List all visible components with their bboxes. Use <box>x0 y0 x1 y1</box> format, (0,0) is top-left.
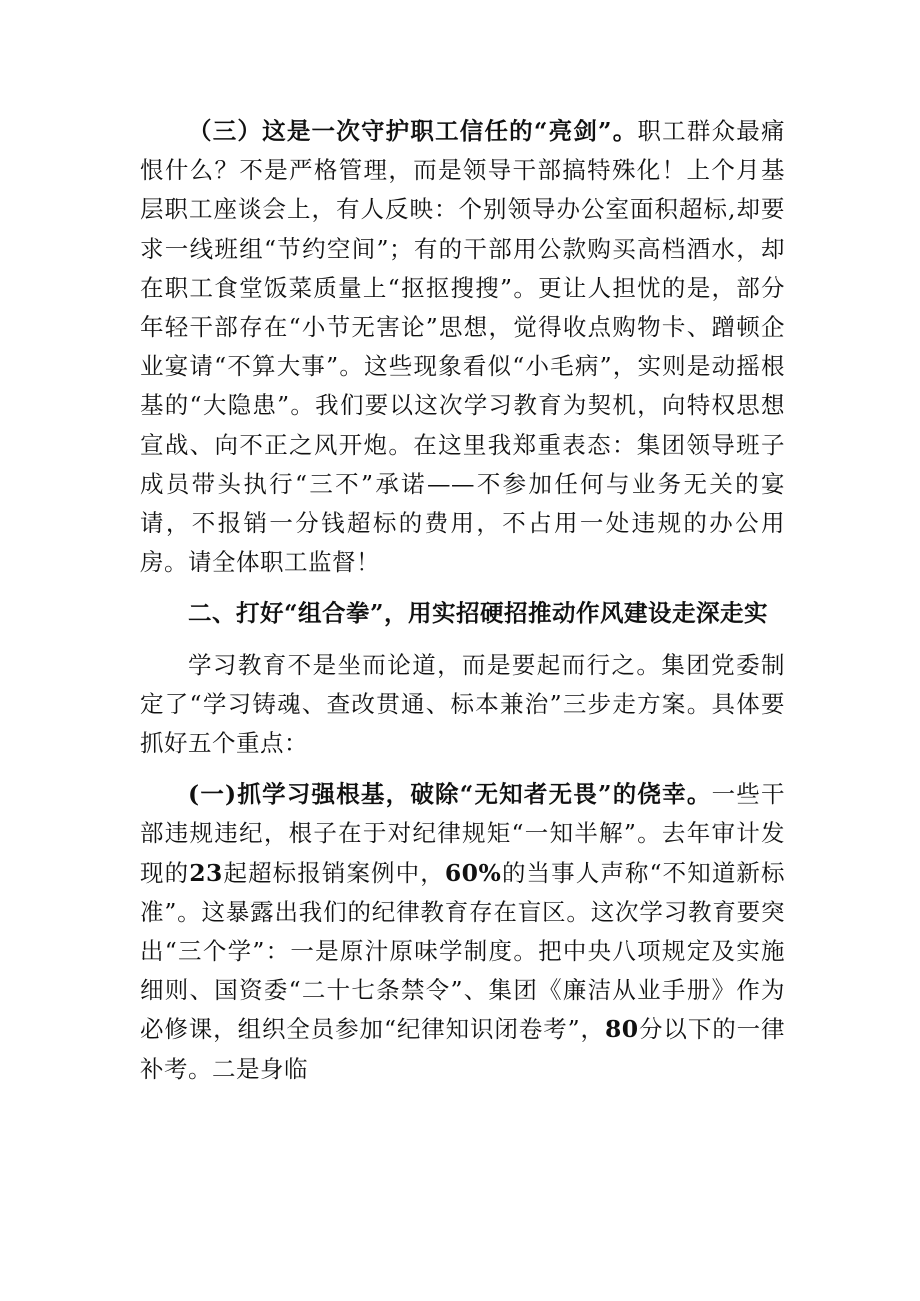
document-page <box>140 112 785 1089</box>
paragraph-gap <box>140 763 785 775</box>
section-three-paragraph <box>140 112 785 582</box>
point-one-body-3: 的当事人声称“不知道新标准”。这暴露出我们的纪律教育存在盲区。这次学习教育要突出“三个学”：一是原汁原味学制度。把中央八项规定及实施细则、国资委“二十七条禁令”、集团《廉洁从业手册》作为必修课，组织全员参加“纪律知识闭卷考”， <box>140 858 786 1044</box>
part-two-intro: 学习教育不是坐而论道，而是要起而行之。集团党委制定了“学习铸魂、查改贯通、标本兼治”三步走方案。具体要抓好五个重点： <box>140 650 785 758</box>
point-one-percent-60: 60% <box>444 858 502 887</box>
section-three-lead: （三）这是一次守护职工信任的“亮剑”。 <box>188 117 638 145</box>
point-one-paragraph <box>140 775 785 1089</box>
point-one-body-1: 一些干部违规违纪，根子在于对纪律规矩“一知半解”。去年审计发现的 <box>140 780 785 887</box>
part-two-heading: 二、打好“组合拳”，用实招硬招推动作风建设走深走实 <box>188 599 769 628</box>
point-one-number-80: 80 <box>604 1015 639 1044</box>
point-one-body-2: 起超标报销案例中， <box>222 858 445 887</box>
point-one-body-4: 分以下的一律补考。二是身临 <box>140 1015 786 1083</box>
point-one-lead: (一)抓学习强根基，破除“无知者无畏”的侥幸。 <box>188 780 712 809</box>
point-one-number-23: 23 <box>189 858 223 887</box>
paragraph-gap <box>140 634 785 646</box>
section-three-body: 职工群众最痛恨什么？不是严格管理，而是领导干部搞特殊化！上个月基层职工座谈会上，有人反映：个别领导办公室面积超标,却要求一线班组“节约空间”；有的干部用公款购买高档酒水，却在职工食堂饭菜质量上“抠抠搜搜”。更让人担忧的是，部分年轻干部存在“小节无害论”思想，觉得收点购物卡、蹭顿企业宴请“不算大事”。这些现象看似“小毛病”，实则是动摇根基的“大隐患”。我们要以这次学习教育为契机，向特权思想宣战、向不正之风开炮。在这里我郑重表态：集团领导班子成员带头执行“三不”承诺——不参加任何与业务无关的宴请，不报销一分钱超标的费用，不占用一处违规的办公用房。请全体职工监督！ <box>140 117 786 577</box>
paragraph-gap <box>140 582 785 594</box>
